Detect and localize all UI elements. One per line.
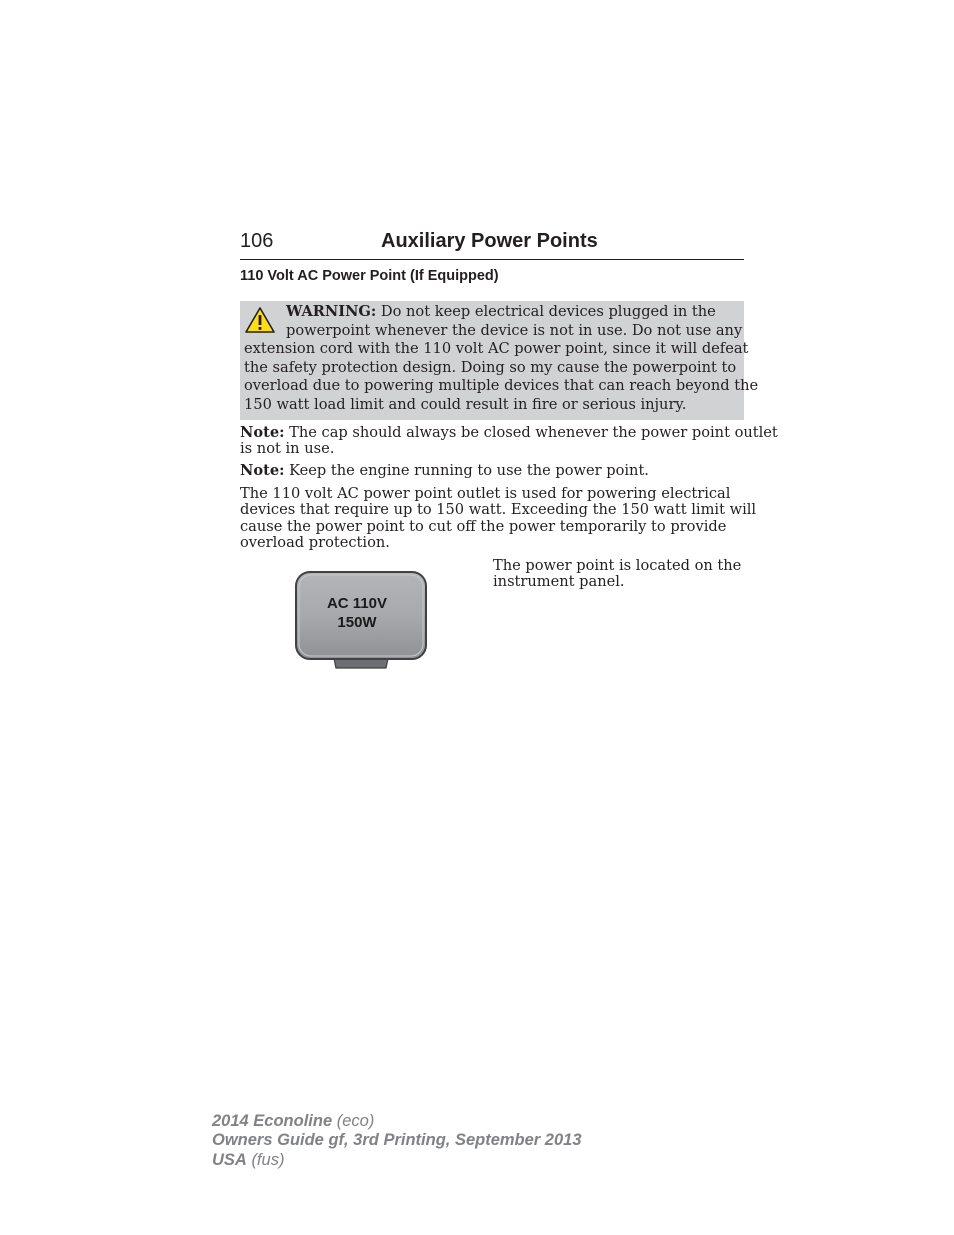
warning-line-1: WARNING: Do not keep electrical devices plugged in the bbox=[286, 303, 716, 320]
page-number: 106 bbox=[240, 230, 274, 252]
warning-triangle-icon bbox=[244, 306, 276, 334]
note-2: Note: Keep the engine running to use the power point. bbox=[240, 462, 649, 479]
page-header bbox=[240, 229, 744, 260]
warning-line-2: powerpoint whenever the device is not in use. Do not use any bbox=[286, 321, 743, 339]
note-label: Note: bbox=[240, 462, 285, 479]
footer-line-1: 2014 Econoline (eco) bbox=[212, 1112, 375, 1130]
warning-line-6: 150 watt load limit and could result in fire or serious injury. bbox=[244, 396, 687, 413]
footer-line-2: Owners Guide gf, 3rd Printing, September 2013 bbox=[212, 1131, 582, 1150]
note-1: Note: The cap should always be closed whenever the power point outlet is not in use. bbox=[240, 424, 778, 458]
location-text: The power point is located on the instrument panel. bbox=[493, 557, 742, 591]
outlet-label-voltage: AC 110V bbox=[326, 595, 388, 612]
footer bbox=[212, 1112, 582, 1170]
warning-line-5: overload due to powering multiple devices that can reach beyond the bbox=[244, 377, 759, 395]
warning-box bbox=[240, 301, 759, 420]
warning-line-3: extension cord with the 110 volt AC power point, since it will defeat bbox=[244, 340, 749, 358]
warning-label: WARNING: bbox=[286, 303, 377, 320]
outlet-label-wattage: 150W bbox=[337, 614, 377, 631]
chapter-title: Auxiliary Power Points bbox=[381, 230, 598, 252]
power-outlet-image bbox=[293, 570, 429, 670]
footer-line-3: USA (fus) bbox=[212, 1150, 285, 1169]
body-paragraph: The 110 volt AC power point outlet is used for powering electrical devices that require up to 150 watt. Exceeding the 150 watt limit will cause the power point to cut off the power temporarily to provide overload protection. bbox=[240, 485, 757, 552]
warning-line-4: the safety protection design. Doing so my cause the powerpoint to bbox=[244, 358, 737, 376]
section-title: 110 Volt AC Power Point (If Equipped) bbox=[240, 268, 499, 284]
note-label: Note: bbox=[240, 424, 285, 441]
